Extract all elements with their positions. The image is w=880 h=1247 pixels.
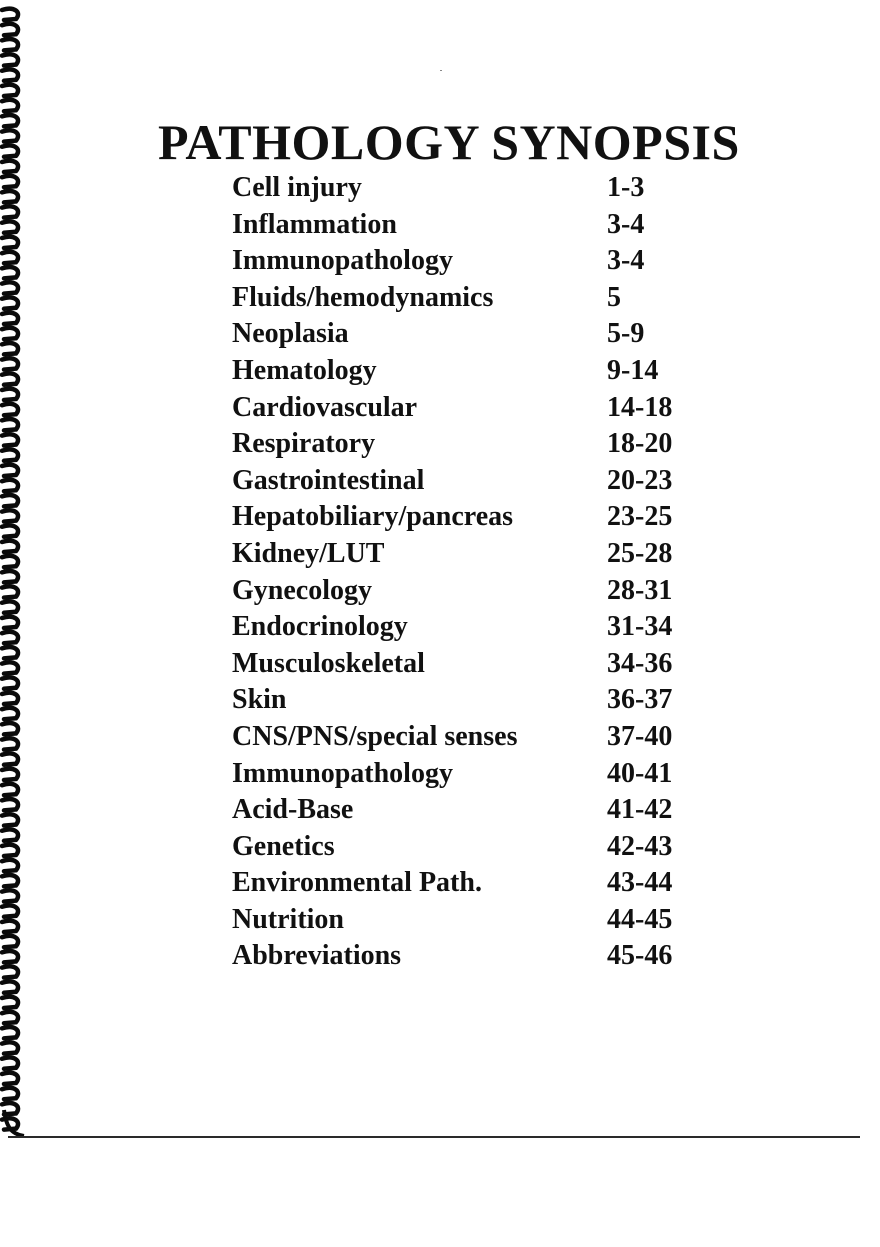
binding-coil (2, 951, 18, 962)
binding-coil (2, 678, 18, 689)
toc-entry (232, 170, 712, 207)
toc-topic: Inflammation (232, 208, 397, 240)
binding-coil (2, 237, 18, 248)
toc-page-range: 25-28 (607, 537, 673, 569)
binding-coil (2, 176, 18, 187)
binding-coil (2, 1073, 18, 1084)
toc-entry (232, 865, 712, 902)
toc-entry (232, 536, 712, 573)
toc-topic: Musculoskeletal (232, 647, 425, 679)
binding-coil (2, 282, 18, 293)
toc-topic: Respiratory (232, 428, 376, 460)
binding-coil (2, 419, 18, 430)
toc-page-range: 1-3 (607, 172, 645, 203)
binding-coil (2, 222, 18, 233)
toc-topic: Genetics (232, 830, 335, 862)
binding-coil (2, 495, 18, 506)
binding-coil (2, 115, 18, 126)
binding-coil (2, 1088, 18, 1099)
binding-coil (2, 814, 18, 825)
toc-entry (232, 316, 712, 353)
binding-coil (2, 845, 18, 856)
binding-coil (2, 267, 18, 278)
binding-coil (2, 85, 18, 96)
toc-page-range: 5 (607, 281, 621, 313)
toc-page-range: 41-42 (607, 794, 673, 826)
toc-entry (232, 499, 712, 536)
toc-topic: CNS/PNS/special senses (232, 720, 518, 752)
binding-coil (2, 510, 18, 521)
binding-coil (2, 662, 18, 673)
toc-entry (232, 573, 712, 610)
binding-coil (2, 632, 18, 643)
toc-topic: Immunopathology (232, 245, 453, 277)
binding-coil (2, 617, 18, 628)
binding-coil (2, 404, 18, 415)
toc-page-range: 43-44 (607, 867, 673, 899)
toc-topic: Acid-Base (232, 794, 354, 826)
toc-entry (232, 938, 712, 975)
binding-coil (2, 966, 18, 977)
binding-coil (2, 738, 18, 749)
binding-coil (2, 526, 18, 537)
toc-topic: Hematology (232, 354, 377, 386)
toc-topic: Gastrointestinal (232, 464, 425, 496)
toc-page-range: 23-25 (607, 501, 673, 533)
spiral-binding-icon (0, 0, 30, 1140)
toc-page-range: 45-46 (607, 940, 673, 972)
toc-topic: Skin (232, 684, 287, 716)
toc-topic: Fluids/hemodynamics (232, 281, 494, 313)
binding-coil (2, 784, 18, 795)
toc-topic: Abbreviations (232, 940, 402, 972)
table-of-contents (232, 170, 712, 975)
binding-coil (2, 54, 18, 65)
binding-coil (2, 602, 18, 613)
binding-coil (2, 921, 18, 932)
toc-entry (232, 390, 712, 427)
binding-coil (2, 982, 18, 993)
toc-entry (232, 756, 712, 793)
binding-coil (2, 1058, 18, 1069)
toc-entry (232, 243, 712, 280)
binding-coil (2, 799, 18, 810)
toc-topic: Nutrition (232, 903, 344, 935)
binding-coil (2, 571, 18, 582)
toc-entry (232, 792, 712, 829)
toc-page-range: 36-37 (607, 684, 673, 716)
toc-entry (232, 207, 712, 244)
binding-coil (2, 374, 18, 385)
toc-page-range: 42-43 (607, 830, 673, 862)
toc-page-range: 18-20 (607, 428, 673, 460)
binding-coil (2, 70, 18, 81)
binding-coil (2, 313, 18, 324)
toc-page-range: 14-18 (607, 391, 673, 423)
toc-entry (232, 280, 712, 317)
binding-coil (2, 39, 18, 50)
binding-coil (2, 1042, 18, 1053)
binding-coil (2, 1012, 18, 1023)
binding-coil (2, 100, 18, 111)
toc-page-range: 9-14 (607, 354, 659, 386)
binding-coil (2, 328, 18, 339)
binding-coil (2, 343, 18, 354)
toc-topic: Hepatobiliary/pancreas (232, 501, 514, 533)
toc-page-range: 3-4 (607, 208, 645, 240)
binding-coil (2, 9, 18, 20)
binding-coil (2, 206, 18, 217)
toc-entry (232, 719, 712, 756)
toc-entry (232, 646, 712, 683)
binding-coil (2, 465, 18, 476)
toc-page-range: 3-4 (607, 245, 645, 277)
scan-speck (440, 70, 442, 71)
toc-topic: Environmental Path. (232, 867, 482, 899)
binding-coil (2, 875, 18, 886)
toc-page-range: 5-9 (607, 318, 645, 350)
binding-coil (2, 906, 18, 917)
binding-coil (2, 130, 18, 141)
binding-coil (2, 830, 18, 841)
binding-coil (2, 708, 18, 719)
toc-page-range: 44-45 (607, 903, 673, 935)
binding-coil (2, 358, 18, 369)
toc-page-range: 34-36 (607, 647, 673, 679)
binding-coil (2, 693, 18, 704)
binding-coil (2, 586, 18, 597)
binding-coil (2, 298, 18, 309)
toc-topic: Cardiovascular (232, 391, 418, 423)
binding-coil (2, 890, 18, 901)
binding-coil (2, 450, 18, 461)
binding-coil (2, 480, 18, 491)
binding-coil (2, 252, 18, 263)
page-bottom-edge (8, 1136, 860, 1138)
toc-page-range: 40-41 (607, 757, 673, 789)
binding-coil (2, 1027, 18, 1038)
binding-coil (2, 24, 18, 35)
toc-entry (232, 353, 712, 390)
toc-page-range: 31-34 (607, 611, 673, 643)
binding-coil (2, 723, 18, 734)
binding-coil (2, 191, 18, 202)
toc-entry (232, 682, 712, 719)
page-title: PATHOLOGY SYNOPSIS (158, 114, 740, 170)
binding-coil (2, 936, 18, 947)
toc-topic: Endocrinology (232, 611, 408, 643)
binding-coil (2, 860, 18, 871)
toc-entry (232, 463, 712, 500)
toc-topic: Cell injury (232, 172, 362, 203)
binding-coil (2, 997, 18, 1008)
toc-topic: Neoplasia (232, 318, 349, 350)
binding-coil (2, 647, 18, 658)
binding-coil (2, 161, 18, 172)
binding-coil (2, 769, 18, 780)
binding-coil (2, 556, 18, 567)
binding-coil (2, 541, 18, 552)
toc-entry (232, 829, 712, 866)
toc-entry (232, 902, 712, 939)
toc-entry (232, 426, 712, 463)
toc-topic: Immunopathology (232, 757, 453, 789)
binding-coil (2, 389, 18, 400)
toc-topic: Gynecology (232, 574, 372, 606)
toc-topic: Kidney/LUT (232, 537, 385, 569)
toc-page-range: 37-40 (607, 720, 673, 752)
binding-coil (2, 754, 18, 765)
toc-page-range: 20-23 (607, 464, 673, 496)
toc-page-range: 28-31 (607, 574, 673, 606)
toc-entry (232, 609, 712, 646)
binding-coil (2, 434, 18, 445)
binding-coil (2, 146, 18, 157)
